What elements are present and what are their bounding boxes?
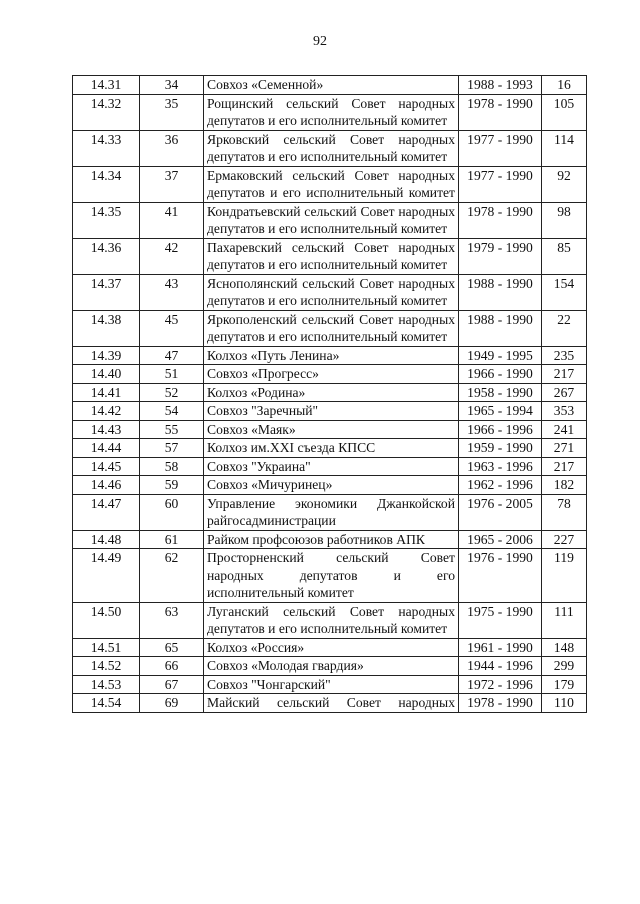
file-count-cell: 267	[542, 383, 587, 402]
table-row	[73, 602, 587, 638]
file-count-cell: 111	[542, 602, 587, 638]
fund-number-cell: 45	[140, 310, 204, 346]
item-number-cell: 14.34	[73, 166, 140, 202]
fund-number-cell: 63	[140, 602, 204, 638]
item-number-cell: 14.32	[73, 94, 140, 130]
item-number-cell: 14.31	[73, 76, 140, 95]
table-row	[73, 365, 587, 384]
date-range-cell: 1966 - 1996	[459, 420, 542, 439]
fund-name-cell: Яснополянский сельский Совет народных депутатов и его исполнительный комитет	[204, 274, 459, 310]
date-range-cell: 1949 - 1995	[459, 346, 542, 365]
fund-number-cell: 59	[140, 476, 204, 495]
item-number-cell: 14.41	[73, 383, 140, 402]
fund-name-cell: Пахаревский сельский Совет народных депутатов и его исполнительный комитет	[204, 238, 459, 274]
file-count-cell: 217	[542, 365, 587, 384]
file-count-cell: 92	[542, 166, 587, 202]
fund-name-cell: Колхоз «Россия»	[204, 638, 459, 657]
file-count-cell: 299	[542, 657, 587, 676]
date-range-cell: 1965 - 2006	[459, 530, 542, 549]
fund-name-cell: Совхоз "Украина"	[204, 457, 459, 476]
fund-number-cell: 41	[140, 202, 204, 238]
fund-number-cell: 42	[140, 238, 204, 274]
date-range-cell: 1988 - 1990	[459, 274, 542, 310]
item-number-cell: 14.33	[73, 130, 140, 166]
file-count-cell: 154	[542, 274, 587, 310]
fund-name-cell: Колхоз им.XXI съезда КПСС	[204, 439, 459, 458]
table-row	[73, 76, 587, 95]
page-number: 92	[313, 34, 327, 49]
file-count-cell: 78	[542, 494, 587, 530]
table-row	[73, 202, 587, 238]
file-count-cell: 227	[542, 530, 587, 549]
file-count-cell: 235	[542, 346, 587, 365]
date-range-cell: 1978 - 1990	[459, 694, 542, 713]
fund-name-cell: Просторненский сельский Совет народных депутатов и его исполнительный комитет	[204, 549, 459, 603]
table-row	[73, 130, 587, 166]
file-count-cell: 241	[542, 420, 587, 439]
file-count-cell: 105	[542, 94, 587, 130]
fund-name-cell: Совхоз "Чонгарский"	[204, 675, 459, 694]
fund-number-cell: 57	[140, 439, 204, 458]
fund-name-cell: Колхоз «Путь Ленина»	[204, 346, 459, 365]
file-count-cell: 98	[542, 202, 587, 238]
table-row	[73, 346, 587, 365]
archive-fund-table	[72, 75, 587, 713]
fund-name-cell: Райком профсоюзов работников АПК	[204, 530, 459, 549]
item-number-cell: 14.44	[73, 439, 140, 458]
table-row	[73, 310, 587, 346]
date-range-cell: 1972 - 1996	[459, 675, 542, 694]
fund-name-cell: Рощинский сельский Совет народных депутатов и его исполнительный комитет	[204, 94, 459, 130]
table-row	[73, 274, 587, 310]
fund-number-cell: 37	[140, 166, 204, 202]
fund-number-cell: 35	[140, 94, 204, 130]
table-row	[73, 166, 587, 202]
item-number-cell: 14.37	[73, 274, 140, 310]
file-count-cell: 148	[542, 638, 587, 657]
item-number-cell: 14.49	[73, 549, 140, 603]
fund-name-cell: Совхоз «Прогресс»	[204, 365, 459, 384]
date-range-cell: 1977 - 1990	[459, 130, 542, 166]
item-number-cell: 14.53	[73, 675, 140, 694]
item-number-cell: 14.42	[73, 402, 140, 421]
fund-number-cell: 67	[140, 675, 204, 694]
item-number-cell: 14.36	[73, 238, 140, 274]
table-row	[73, 476, 587, 495]
date-range-cell: 1965 - 1994	[459, 402, 542, 421]
date-range-cell: 1988 - 1990	[459, 310, 542, 346]
fund-name-cell: Совхоз «Маяк»	[204, 420, 459, 439]
file-count-cell: 353	[542, 402, 587, 421]
table-row	[73, 675, 587, 694]
fund-number-cell: 66	[140, 657, 204, 676]
item-number-cell: 14.40	[73, 365, 140, 384]
table-row	[73, 530, 587, 549]
table-row	[73, 494, 587, 530]
date-range-cell: 1959 - 1990	[459, 439, 542, 458]
item-number-cell: 14.47	[73, 494, 140, 530]
file-count-cell: 179	[542, 675, 587, 694]
item-number-cell: 14.38	[73, 310, 140, 346]
item-number-cell: 14.52	[73, 657, 140, 676]
fund-number-cell: 58	[140, 457, 204, 476]
fund-number-cell: 36	[140, 130, 204, 166]
file-count-cell: 16	[542, 76, 587, 95]
item-number-cell: 14.45	[73, 457, 140, 476]
fund-name-cell: Кондратьевский сельский Совет народных депутатов и его исполнительный комитет	[204, 202, 459, 238]
date-range-cell: 1944 - 1996	[459, 657, 542, 676]
fund-number-cell: 55	[140, 420, 204, 439]
table-row	[73, 457, 587, 476]
date-range-cell: 1962 - 1996	[459, 476, 542, 495]
item-number-cell: 14.39	[73, 346, 140, 365]
table-row	[73, 383, 587, 402]
fund-name-cell: Колхоз «Родина»	[204, 383, 459, 402]
file-count-cell: 114	[542, 130, 587, 166]
fund-name-cell: Майский сельский Совет народных	[204, 694, 459, 713]
table-row	[73, 402, 587, 421]
item-number-cell: 14.51	[73, 638, 140, 657]
file-count-cell: 271	[542, 439, 587, 458]
file-count-cell: 110	[542, 694, 587, 713]
item-number-cell: 14.48	[73, 530, 140, 549]
fund-name-cell: Управление экономики Джанкойской райгосадминистрации	[204, 494, 459, 530]
table-row	[73, 657, 587, 676]
fund-number-cell: 51	[140, 365, 204, 384]
date-range-cell: 1966 - 1990	[459, 365, 542, 384]
file-count-cell: 22	[542, 310, 587, 346]
file-count-cell: 85	[542, 238, 587, 274]
date-range-cell: 1978 - 1990	[459, 94, 542, 130]
fund-name-cell: Луганский сельский Совет народных депутатов и его исполнительный комитет	[204, 602, 459, 638]
date-range-cell: 1988 - 1993	[459, 76, 542, 95]
file-count-cell: 217	[542, 457, 587, 476]
file-count-cell: 182	[542, 476, 587, 495]
fund-name-cell: Совхоз "Заречный"	[204, 402, 459, 421]
fund-number-cell: 43	[140, 274, 204, 310]
date-range-cell: 1958 - 1990	[459, 383, 542, 402]
fund-number-cell: 61	[140, 530, 204, 549]
item-number-cell: 14.50	[73, 602, 140, 638]
file-count-cell: 119	[542, 549, 587, 603]
date-range-cell: 1976 - 2005	[459, 494, 542, 530]
fund-number-cell: 69	[140, 694, 204, 713]
fund-name-cell: Совхоз «Молодая гвардия»	[204, 657, 459, 676]
fund-number-cell: 60	[140, 494, 204, 530]
date-range-cell: 1977 - 1990	[459, 166, 542, 202]
fund-name-cell: Совхоз «Мичуринец»	[204, 476, 459, 495]
date-range-cell: 1975 - 1990	[459, 602, 542, 638]
fund-number-cell: 65	[140, 638, 204, 657]
table-row	[73, 94, 587, 130]
item-number-cell: 14.43	[73, 420, 140, 439]
table-row	[73, 549, 587, 603]
fund-name-cell: Ярковский сельский Совет народных депутатов и его исполнительный комитет	[204, 130, 459, 166]
fund-number-cell: 54	[140, 402, 204, 421]
item-number-cell: 14.35	[73, 202, 140, 238]
table-body	[73, 76, 587, 713]
fund-name-cell: Яркополенский сельский Совет народных депутатов и его исполнительный комитет	[204, 310, 459, 346]
date-range-cell: 1976 - 1990	[459, 549, 542, 603]
table-row	[73, 694, 587, 713]
fund-number-cell: 62	[140, 549, 204, 603]
table-row	[73, 638, 587, 657]
table-row	[73, 420, 587, 439]
table-row	[73, 238, 587, 274]
item-number-cell: 14.54	[73, 694, 140, 713]
fund-name-cell: Совхоз «Семенной»	[204, 76, 459, 95]
table-row	[73, 439, 587, 458]
fund-number-cell: 47	[140, 346, 204, 365]
fund-name-cell: Ермаковский сельский Совет народных депутатов и его исполнительный комитет	[204, 166, 459, 202]
date-range-cell: 1979 - 1990	[459, 238, 542, 274]
fund-number-cell: 52	[140, 383, 204, 402]
date-range-cell: 1961 - 1990	[459, 638, 542, 657]
fund-number-cell: 34	[140, 76, 204, 95]
date-range-cell: 1978 - 1990	[459, 202, 542, 238]
date-range-cell: 1963 - 1996	[459, 457, 542, 476]
item-number-cell: 14.46	[73, 476, 140, 495]
